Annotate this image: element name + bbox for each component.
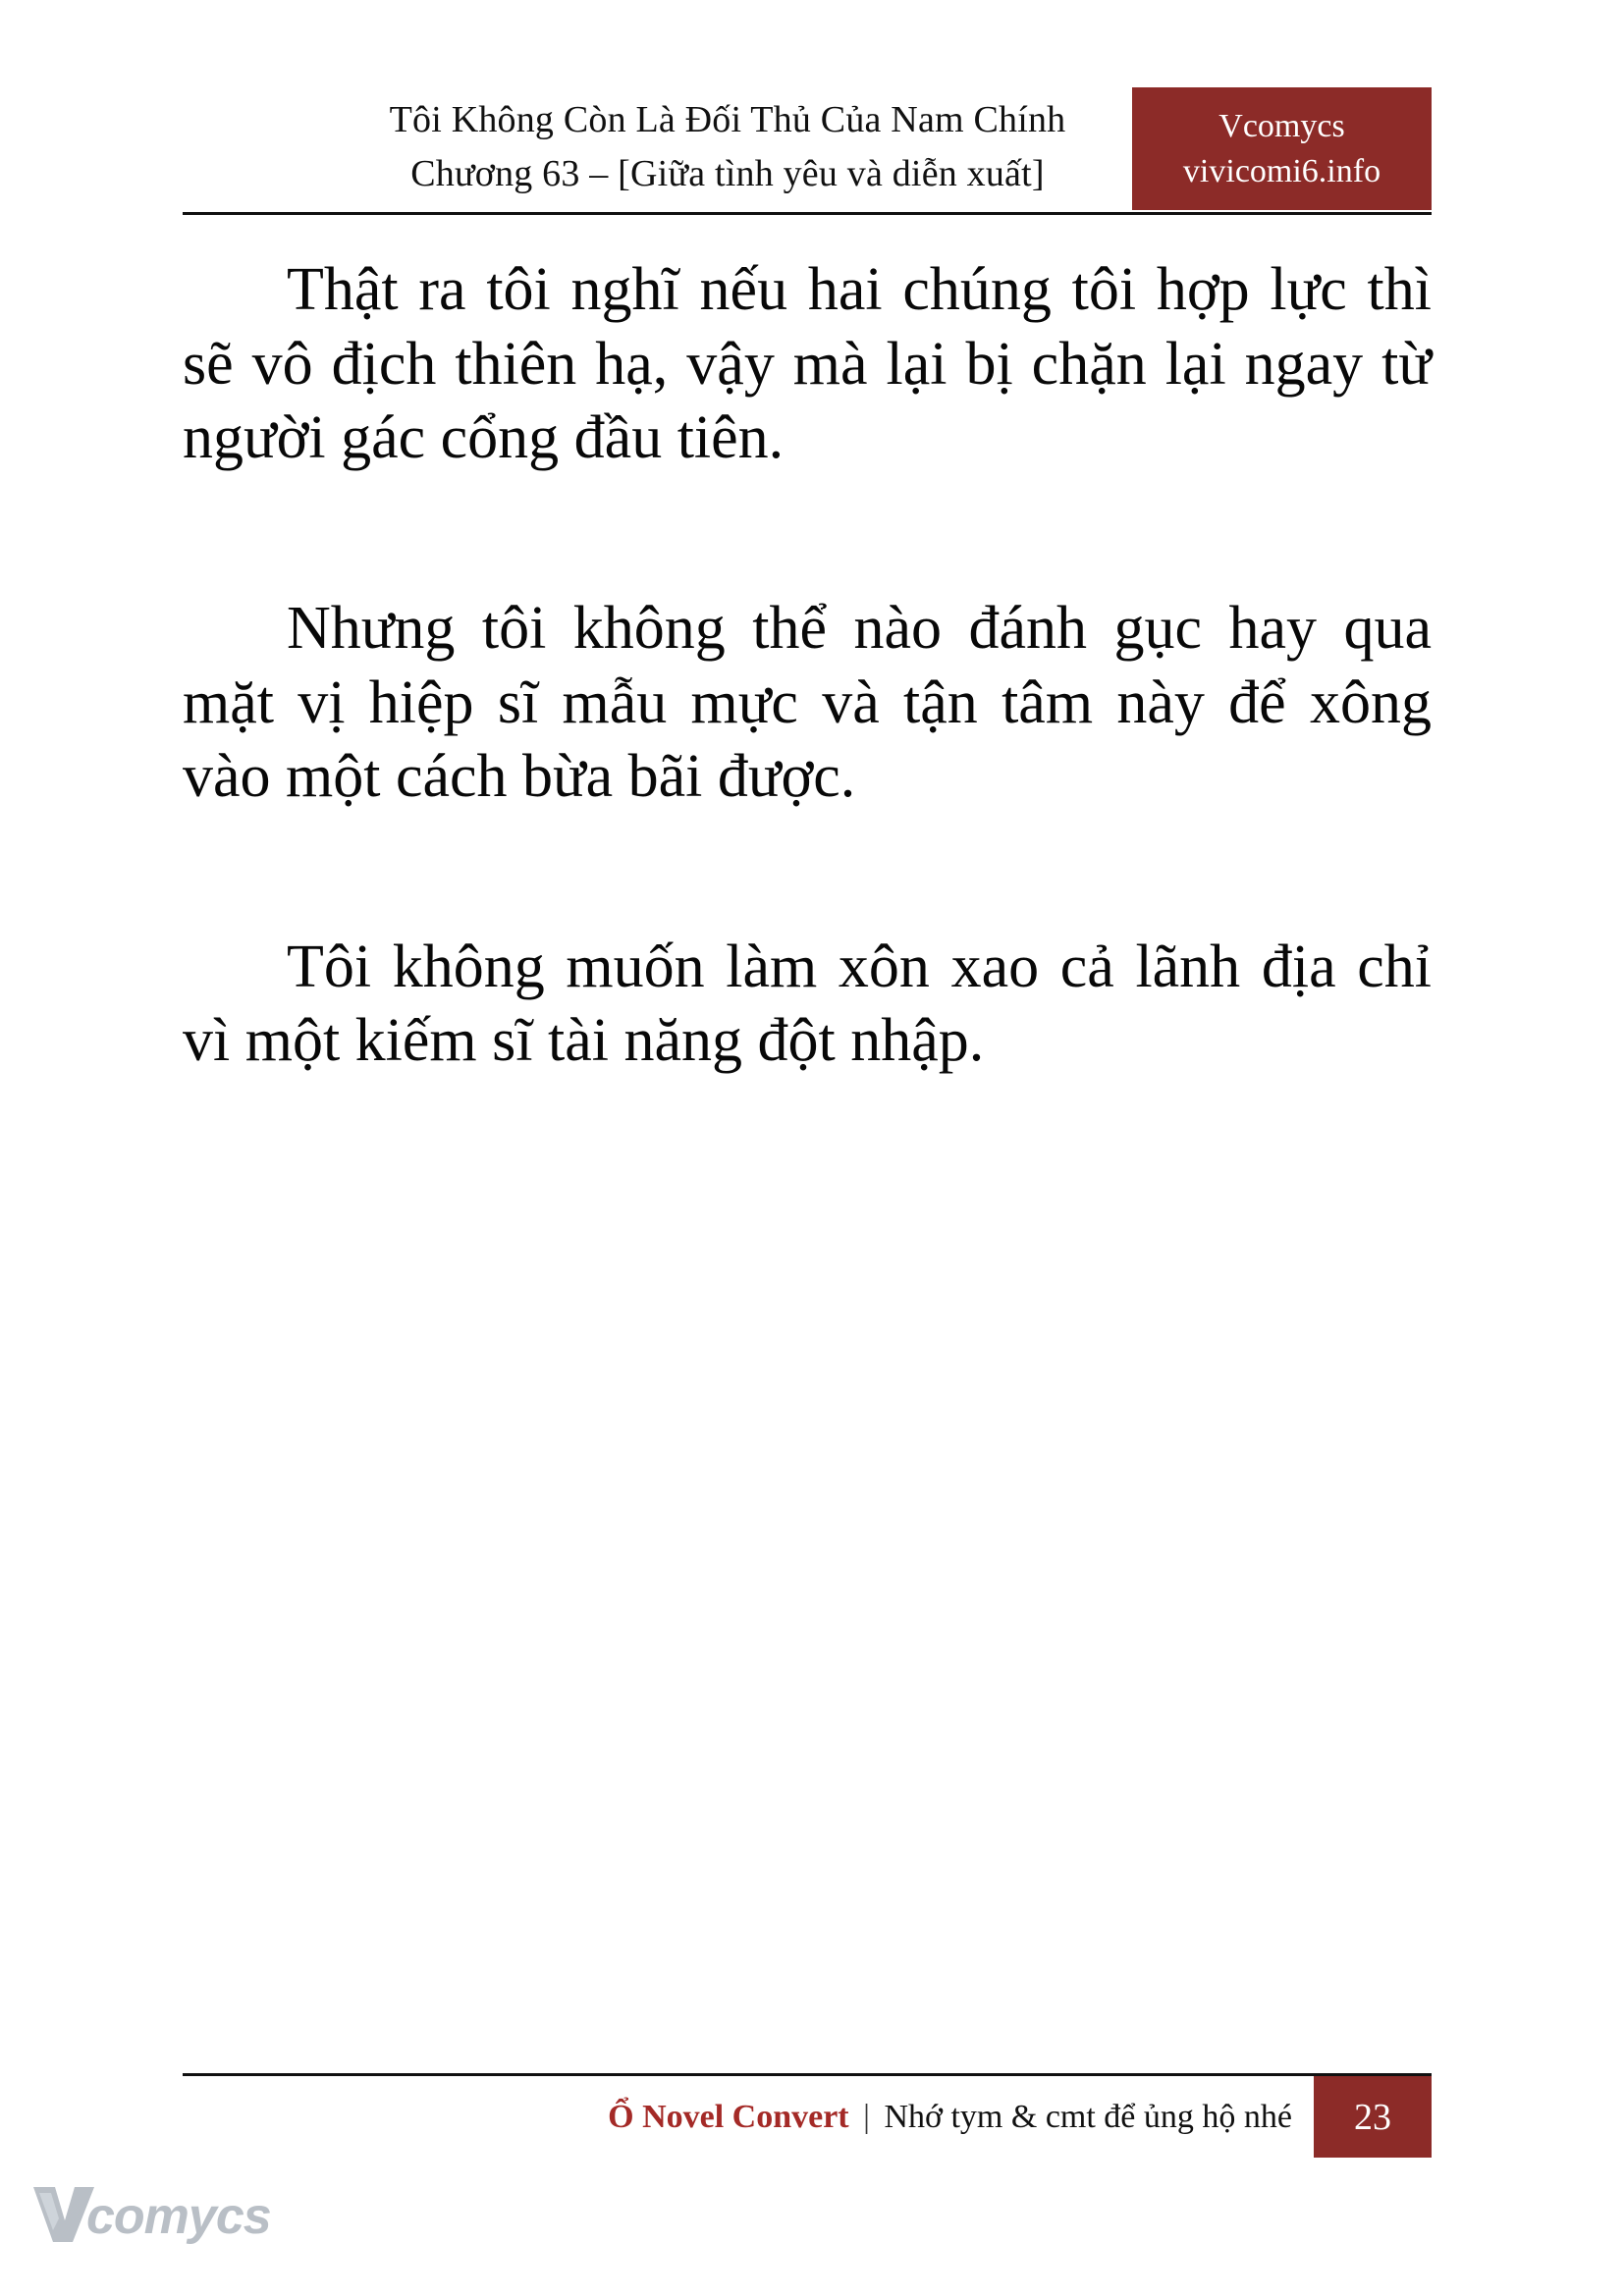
page-header <box>183 93 1432 216</box>
site-badge-url: vivicomi6.info <box>1182 152 1381 189</box>
footer-content <box>183 2076 1432 2158</box>
page-footer <box>183 2073 1432 2158</box>
header-title-line-2: Chương 63 – [Giữa tình yêu và diễn xuất] <box>410 153 1045 195</box>
header-title-block <box>183 93 1272 201</box>
header-divider <box>183 212 1432 215</box>
watermark-logo <box>29 2177 285 2262</box>
paragraph: Nhưng tôi không thể nào đánh gục hay qua mặt vị hiệp sĩ mẫu mực và tận tâm này để xông vào một cách bừa bãi được. <box>183 594 1432 811</box>
paragraph: Thật ra tôi nghĩ nếu hai chúng tôi hợp lực thì sẽ vô địch thiên hạ, vậy mà lại bị chặn lại ngay từ người gác cổng đầu tiên. <box>183 256 1432 472</box>
footer-separator: | <box>863 2098 870 2135</box>
header-title-line-1: Tôi Không Còn Là Đối Thủ Của Nam Chính <box>389 99 1066 140</box>
footer-brand: Ổ Novel Convert <box>608 2098 849 2135</box>
footer-credit <box>608 2098 1314 2135</box>
page-number-badge: 23 <box>1314 2076 1432 2158</box>
watermark-label: comycs <box>86 2188 271 2245</box>
page-content <box>183 253 1432 1079</box>
site-badge-name: Vcomycs <box>1218 107 1345 144</box>
paragraph: Tôi không muốn làm xôn xao cả lãnh địa chỉ vì một kiếm sĩ tài năng đột nhập. <box>183 933 1432 1075</box>
site-badge <box>1132 87 1432 210</box>
footer-note: Nhớ tym & cmt để ủng hộ nhé <box>884 2098 1292 2135</box>
